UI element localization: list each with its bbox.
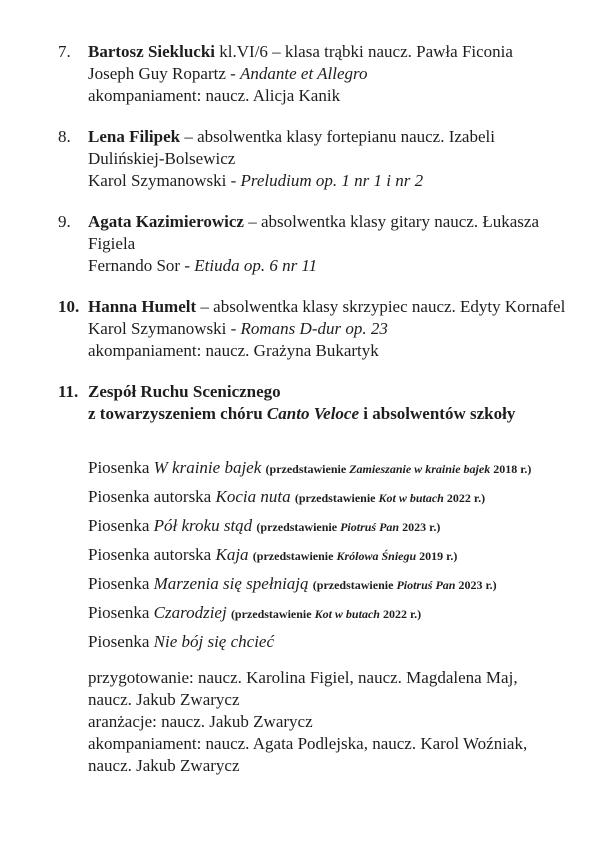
text-run: (przedstawienie: [265, 462, 350, 476]
program-entry: [58, 41, 587, 107]
italic-title-run: Andante et Allegro: [240, 64, 368, 83]
credits-line: aranżacje: naucz. Jakub Zwarycz: [88, 712, 313, 731]
entry-lines: [88, 381, 515, 425]
italic-title-run: W krainie bajek: [153, 458, 262, 477]
song-line: [88, 454, 587, 483]
italic-title-run: Canto Veloce: [266, 404, 360, 423]
entry-line: [88, 381, 515, 403]
entry-lines: [88, 296, 565, 362]
text-run: Piosenka: [88, 458, 154, 477]
text-run: akompaniament: naucz. Grażyna Bukartyk: [88, 341, 379, 360]
text-run: Zespół Ruchu Scenicznego: [88, 382, 281, 401]
text-run: Figiela: [88, 234, 136, 253]
italic-title-run: Preludium op. 1 nr 1 i nr 2: [240, 171, 424, 190]
text-run: 2023 r.): [455, 578, 497, 592]
program-entry: [58, 296, 587, 362]
text-run: Piosenka autorska: [88, 545, 216, 564]
text-run: z towarzyszeniem chóru: [88, 404, 267, 423]
text-run: – absolwentka klasy fortepianu naucz. Izabeli: [180, 127, 495, 146]
entry-line: [88, 296, 565, 318]
text-run: – absolwentka klasy skrzypiec naucz. Edyty Kornafel: [196, 297, 566, 316]
song-list: [88, 454, 587, 656]
text-run: Lena Filipek: [88, 127, 181, 146]
entry-number: 10.: [58, 297, 80, 316]
entry-lines: [88, 211, 539, 277]
italic-title-run: Królowa Śniegu: [336, 549, 417, 563]
song-line: [88, 541, 587, 570]
credits-line: naucz. Jakub Zwarycz: [88, 756, 240, 775]
text-run: Bartosz Sieklucki: [88, 42, 216, 61]
entry-line: [88, 340, 565, 362]
entry-lines: [88, 41, 513, 107]
italic-title-run: Marzenia się spełniają: [153, 574, 309, 593]
text-run: Piosenka: [88, 603, 154, 622]
italic-title-run: Nie bój się chcieć: [153, 632, 275, 651]
credits-line: przygotowanie: naucz. Karolina Figiel, naucz. Magdalena Maj,: [88, 668, 518, 687]
text-run: Joseph Guy Ropartz -: [88, 64, 241, 83]
text-run: Karol Szymanowski -: [88, 171, 241, 190]
text-run: akompaniament: naucz. Alicja Kanik: [88, 86, 341, 105]
song-line: [88, 483, 587, 512]
entry-number: 9.: [58, 212, 71, 231]
italic-title-run: Pół kroku stąd: [153, 516, 253, 535]
song-line: [88, 628, 587, 656]
text-run: (przedstawienie: [312, 578, 397, 592]
program-entry: [58, 381, 587, 425]
italic-title-run: Piotruś Pan: [396, 578, 456, 592]
entry-number: 8.: [58, 127, 71, 146]
entry-line: [88, 211, 539, 233]
program-entry: [58, 211, 587, 277]
text-run: Piosenka: [88, 574, 154, 593]
italic-title-run: Romans D-dur op. 23: [240, 319, 388, 338]
entry-line: [88, 126, 495, 148]
text-run: Piosenka: [88, 516, 154, 535]
credits-block: [88, 667, 587, 777]
italic-title-run: Zamieszanie w krainie bajek: [349, 462, 491, 476]
italic-title-run: Etiuda op. 6 nr 11: [194, 256, 318, 275]
text-run: Piosenka: [88, 632, 154, 651]
entry-line: [88, 148, 495, 170]
text-run: i absolwentów szkoły: [359, 404, 516, 423]
credits-line: naucz. Jakub Zwarycz: [88, 690, 240, 709]
entry-number: 11.: [58, 382, 79, 401]
italic-title-run: Czarodziej: [153, 603, 227, 622]
text-run: Hanna Humelt: [88, 297, 197, 316]
text-run: (przedstawienie: [252, 549, 337, 563]
entry-line: [88, 63, 513, 85]
entry-line: [88, 403, 515, 425]
song-line: [88, 570, 587, 599]
program-entries: [58, 41, 587, 425]
italic-title-run: Piotruś Pan: [340, 520, 400, 534]
song-line: [88, 599, 587, 628]
text-run: Piosenka autorska: [88, 487, 216, 506]
italic-title-run: Kot w butach: [314, 607, 380, 621]
credits-line: akompaniament: naucz. Agata Podlejska, naucz. Karol Woźniak,: [88, 734, 528, 753]
entry-line: [88, 318, 565, 340]
text-run: (przedstawienie: [294, 491, 379, 505]
entry-number: 7.: [58, 42, 71, 61]
text-run: – absolwentka klasy gitary naucz. Łukasza: [243, 212, 539, 231]
italic-title-run: Kocia nuta: [215, 487, 291, 506]
text-run: 2023 r.): [399, 520, 441, 534]
italic-title-run: Kot w butach: [378, 491, 444, 505]
text-run: Dulińskiej-Bolsewicz: [88, 149, 236, 168]
text-run: kl.VI/6 – klasa trąbki naucz. Pawła Ficonia: [215, 42, 513, 61]
entry-line: [88, 41, 513, 63]
text-run: 2022 r.): [443, 491, 486, 505]
text-run: (przedstawienie: [230, 607, 315, 621]
text-run: (przedstawienie: [256, 520, 341, 534]
entry-line: [88, 255, 539, 277]
text-run: Fernando Sor -: [88, 256, 195, 275]
song-line: [88, 512, 587, 541]
text-run: 2018 r.): [490, 462, 532, 476]
entry-line: [88, 85, 513, 107]
entry-line: [88, 233, 539, 255]
text-run: Karol Szymanowski -: [88, 319, 241, 338]
text-run: 2022 r.): [379, 607, 422, 621]
italic-title-run: Kaja: [215, 545, 249, 564]
entry-line: [88, 170, 495, 192]
program-entry: [58, 126, 587, 192]
entry-lines: [88, 126, 495, 192]
text-run: Agata Kazimierowicz: [88, 212, 244, 231]
text-run: 2019 r.): [416, 549, 458, 563]
